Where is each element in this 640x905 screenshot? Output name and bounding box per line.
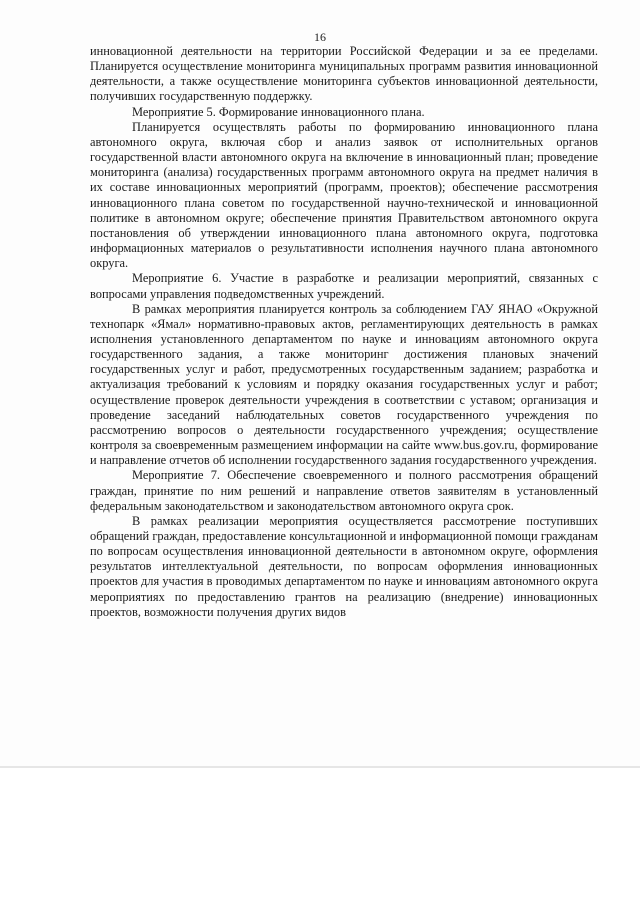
page-edge bbox=[0, 766, 640, 768]
page-number: 16 bbox=[314, 30, 326, 44]
paragraph-3: Планируется осуществлять работы по формированию инновационного плана автономного округа, включая сбор и анализ заявок от исполнительных органов государственной власти автономного округа на включение в инновационный план; проведение мониторинга (анализа) государственных программ автономного округа на предмет наличия в их составе инновационных мероприятий (программ, проектов); обеспечение рассмотрения инновационного плана советом по государственной научно-технической и инновационной политике в автономном округе; обеспечение принятия Правительством автономного округа постановления об утверждении инновационного плана автономного округа, подготовка информационных материалов о результативности исполнения научного плана автономного округа. bbox=[90, 119, 598, 271]
paragraph-6: Мероприятие 7. Обеспечение своевременного и полного рассмотрения обращений граждан, принятие по ним решений и направление ответов заявителям в установленный федеральным законодательством и законодательством автономного округа срок. bbox=[90, 468, 598, 513]
paragraph-1: инновационной деятельности на территории Российской Федерации и за ее пределами. Планируется осуществление мониторинга муниципальных программ развития инновационной деятельности, а также осуществление мониторинга субъектов инновационной деятельности, получивших государственную поддержку. bbox=[90, 44, 598, 104]
paragraph-4: Мероприятие 6. Участие в разработке и реализации мероприятий, связанных с вопросами управления подведомственных учреждений. bbox=[90, 271, 598, 301]
paragraph-2: Мероприятие 5. Формирование инновационного плана. bbox=[132, 104, 425, 119]
body-text bbox=[90, 44, 598, 620]
paragraph-7: В рамках реализации мероприятия осуществляется рассмотрение поступивших обращений граждан, предоставление консультационной и информационной помощи гражданам по вопросам осуществления инновационной деятельности в автономном округе, оформления результатов интеллектуальной деятельности, по вопросам оформления инновационных проектов для участия в проводимых департаментом по науке и инновациям автономного округа мероприятиях по предоставлению грантов на реализацию (внедрение) инновационных проектов, возможности получения других видов bbox=[90, 513, 598, 619]
paragraph-5: В рамках мероприятия планируется контроль за соблюдением ГАУ ЯНАО «Окружной технопарк «Ямал» нормативно-правовых актов, регламентирующих деятельность в рамках исполнения установленного департаментом по науке и инновациям автономного округа государственного задания, а также мониторинг достижения плановых значений государственных услуг и работ, предусмотренных государственным заданием; разработка и актуализация требований к условиям и порядку оказания государственных услуг и работ; осуществление проверок деятельности учреждения в соответствии с уставом; организация и проведение заседаний наблюдательных советов государственного учреждения по рассмотрению вопросов о деятельности государственного учреждения; осуществление контроля за своевременным размещением информации на сайте www.bus.gov.ru, формирование и направление отчетов об исполнении государственного задания государственного учреждения. bbox=[90, 301, 598, 468]
